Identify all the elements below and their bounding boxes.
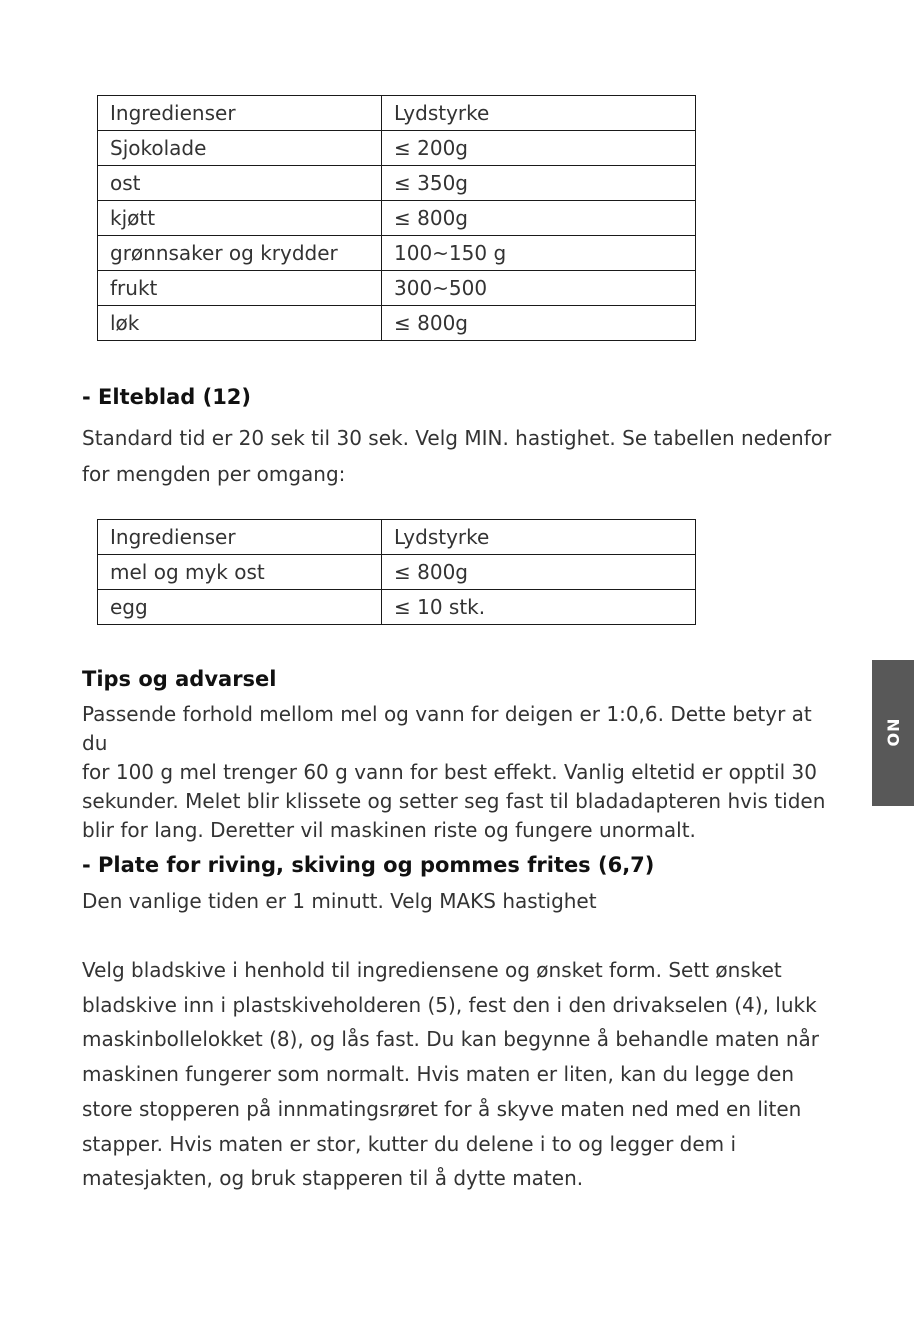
kneading-description	[82, 420, 842, 492]
text-line: maskinen fungerer som normalt. Hvis maten er liten, kan du legge den	[82, 1062, 795, 1087]
text-line: maskinbollelokket (8), og lås fast. Du kan begynne å behandle maten når	[82, 1027, 819, 1052]
table-cell: Sjokolade	[98, 131, 382, 166]
language-tab-label: NO	[883, 718, 903, 748]
table-cell: ≤ 800g	[382, 306, 696, 341]
table-cell: ≤ 800g	[382, 555, 696, 590]
plate-time-text	[82, 885, 842, 917]
table-cell: ost	[98, 166, 382, 201]
table-cell: 100~150 g	[382, 236, 696, 271]
kneading-volume-table	[97, 519, 696, 625]
table-header-cell: Ingredienser	[98, 96, 382, 131]
table-row	[98, 166, 696, 201]
table-row	[98, 555, 696, 590]
table-cell: frukt	[98, 271, 382, 306]
text-line: for mengden per omgang:	[82, 462, 346, 486]
table-row	[98, 590, 696, 625]
table-cell: egg	[98, 590, 382, 625]
table-header-row	[98, 96, 696, 131]
table-row	[98, 201, 696, 236]
text-line: matesjakten, og bruk stapperen til å dytte maten.	[82, 1166, 584, 1191]
table-row	[98, 131, 696, 166]
table-cell: mel og myk ost	[98, 555, 382, 590]
table-cell: grønnsaker og krydder	[98, 236, 382, 271]
text-line: Den vanlige tiden er 1 minutt. Velg MAKS hastighet	[82, 889, 597, 913]
text-line: sekunder. Melet blir klissete og setter seg fast til bladadapteren hvis tiden	[82, 789, 826, 813]
text-line: Velg bladskive i henhold til ingrediensene og ønsket form. Sett ønsket	[82, 958, 782, 982]
table-cell: løk	[98, 306, 382, 341]
section-heading-tips: Tips og advarsel	[82, 667, 277, 691]
text-line: store stopperen på innmatingsrøret for å skyve maten ned med en liten	[82, 1096, 802, 1121]
table-header-cell: Lydstyrke	[382, 520, 696, 555]
table-row	[98, 271, 696, 306]
table-cell: ≤ 800g	[382, 201, 696, 236]
plate-instructions-paragraph	[82, 953, 842, 1196]
text-line: Standard tid er 20 sek til 30 sek. Velg MIN. hastighet. Se tabellen nedenfor	[82, 426, 832, 450]
language-tab	[872, 660, 914, 806]
section-heading-kneading-blade: - Elteblad (12)	[82, 385, 252, 409]
tips-paragraph	[82, 700, 842, 845]
table-cell: ≤ 350g	[382, 166, 696, 201]
table-cell: 300~500	[382, 271, 696, 306]
table-cell: kjøtt	[98, 201, 382, 236]
section-heading-slicing-plate: - Plate for riving, skiving og pommes frites (6,7)	[82, 853, 655, 877]
text-line: stapper. Hvis maten er stor, kutter du delene i to og legger dem i	[82, 1131, 737, 1156]
text-line: for 100 g mel trenger 60 g vann for best effekt. Vanlig eltetid er opptil 30	[82, 760, 817, 784]
table-row	[98, 306, 696, 341]
text-line: Passende forhold mellom mel og vann for deigen er 1:0,6. Dette betyr at du	[82, 702, 812, 755]
ingredient-volume-table	[97, 95, 696, 341]
table-row	[98, 236, 696, 271]
table-header-row	[98, 520, 696, 555]
text-line: blir for lang. Deretter vil maskinen riste og fungere unormalt.	[82, 818, 696, 842]
table-cell: ≤ 10 stk.	[382, 590, 696, 625]
text-line: bladskive inn i plastskiveholderen (5), fest den i den drivakselen (4), lukk	[82, 992, 817, 1017]
table-header-cell: Ingredienser	[98, 520, 382, 555]
table-cell: ≤ 200g	[382, 131, 696, 166]
table-header-cell: Lydstyrke	[382, 96, 696, 131]
